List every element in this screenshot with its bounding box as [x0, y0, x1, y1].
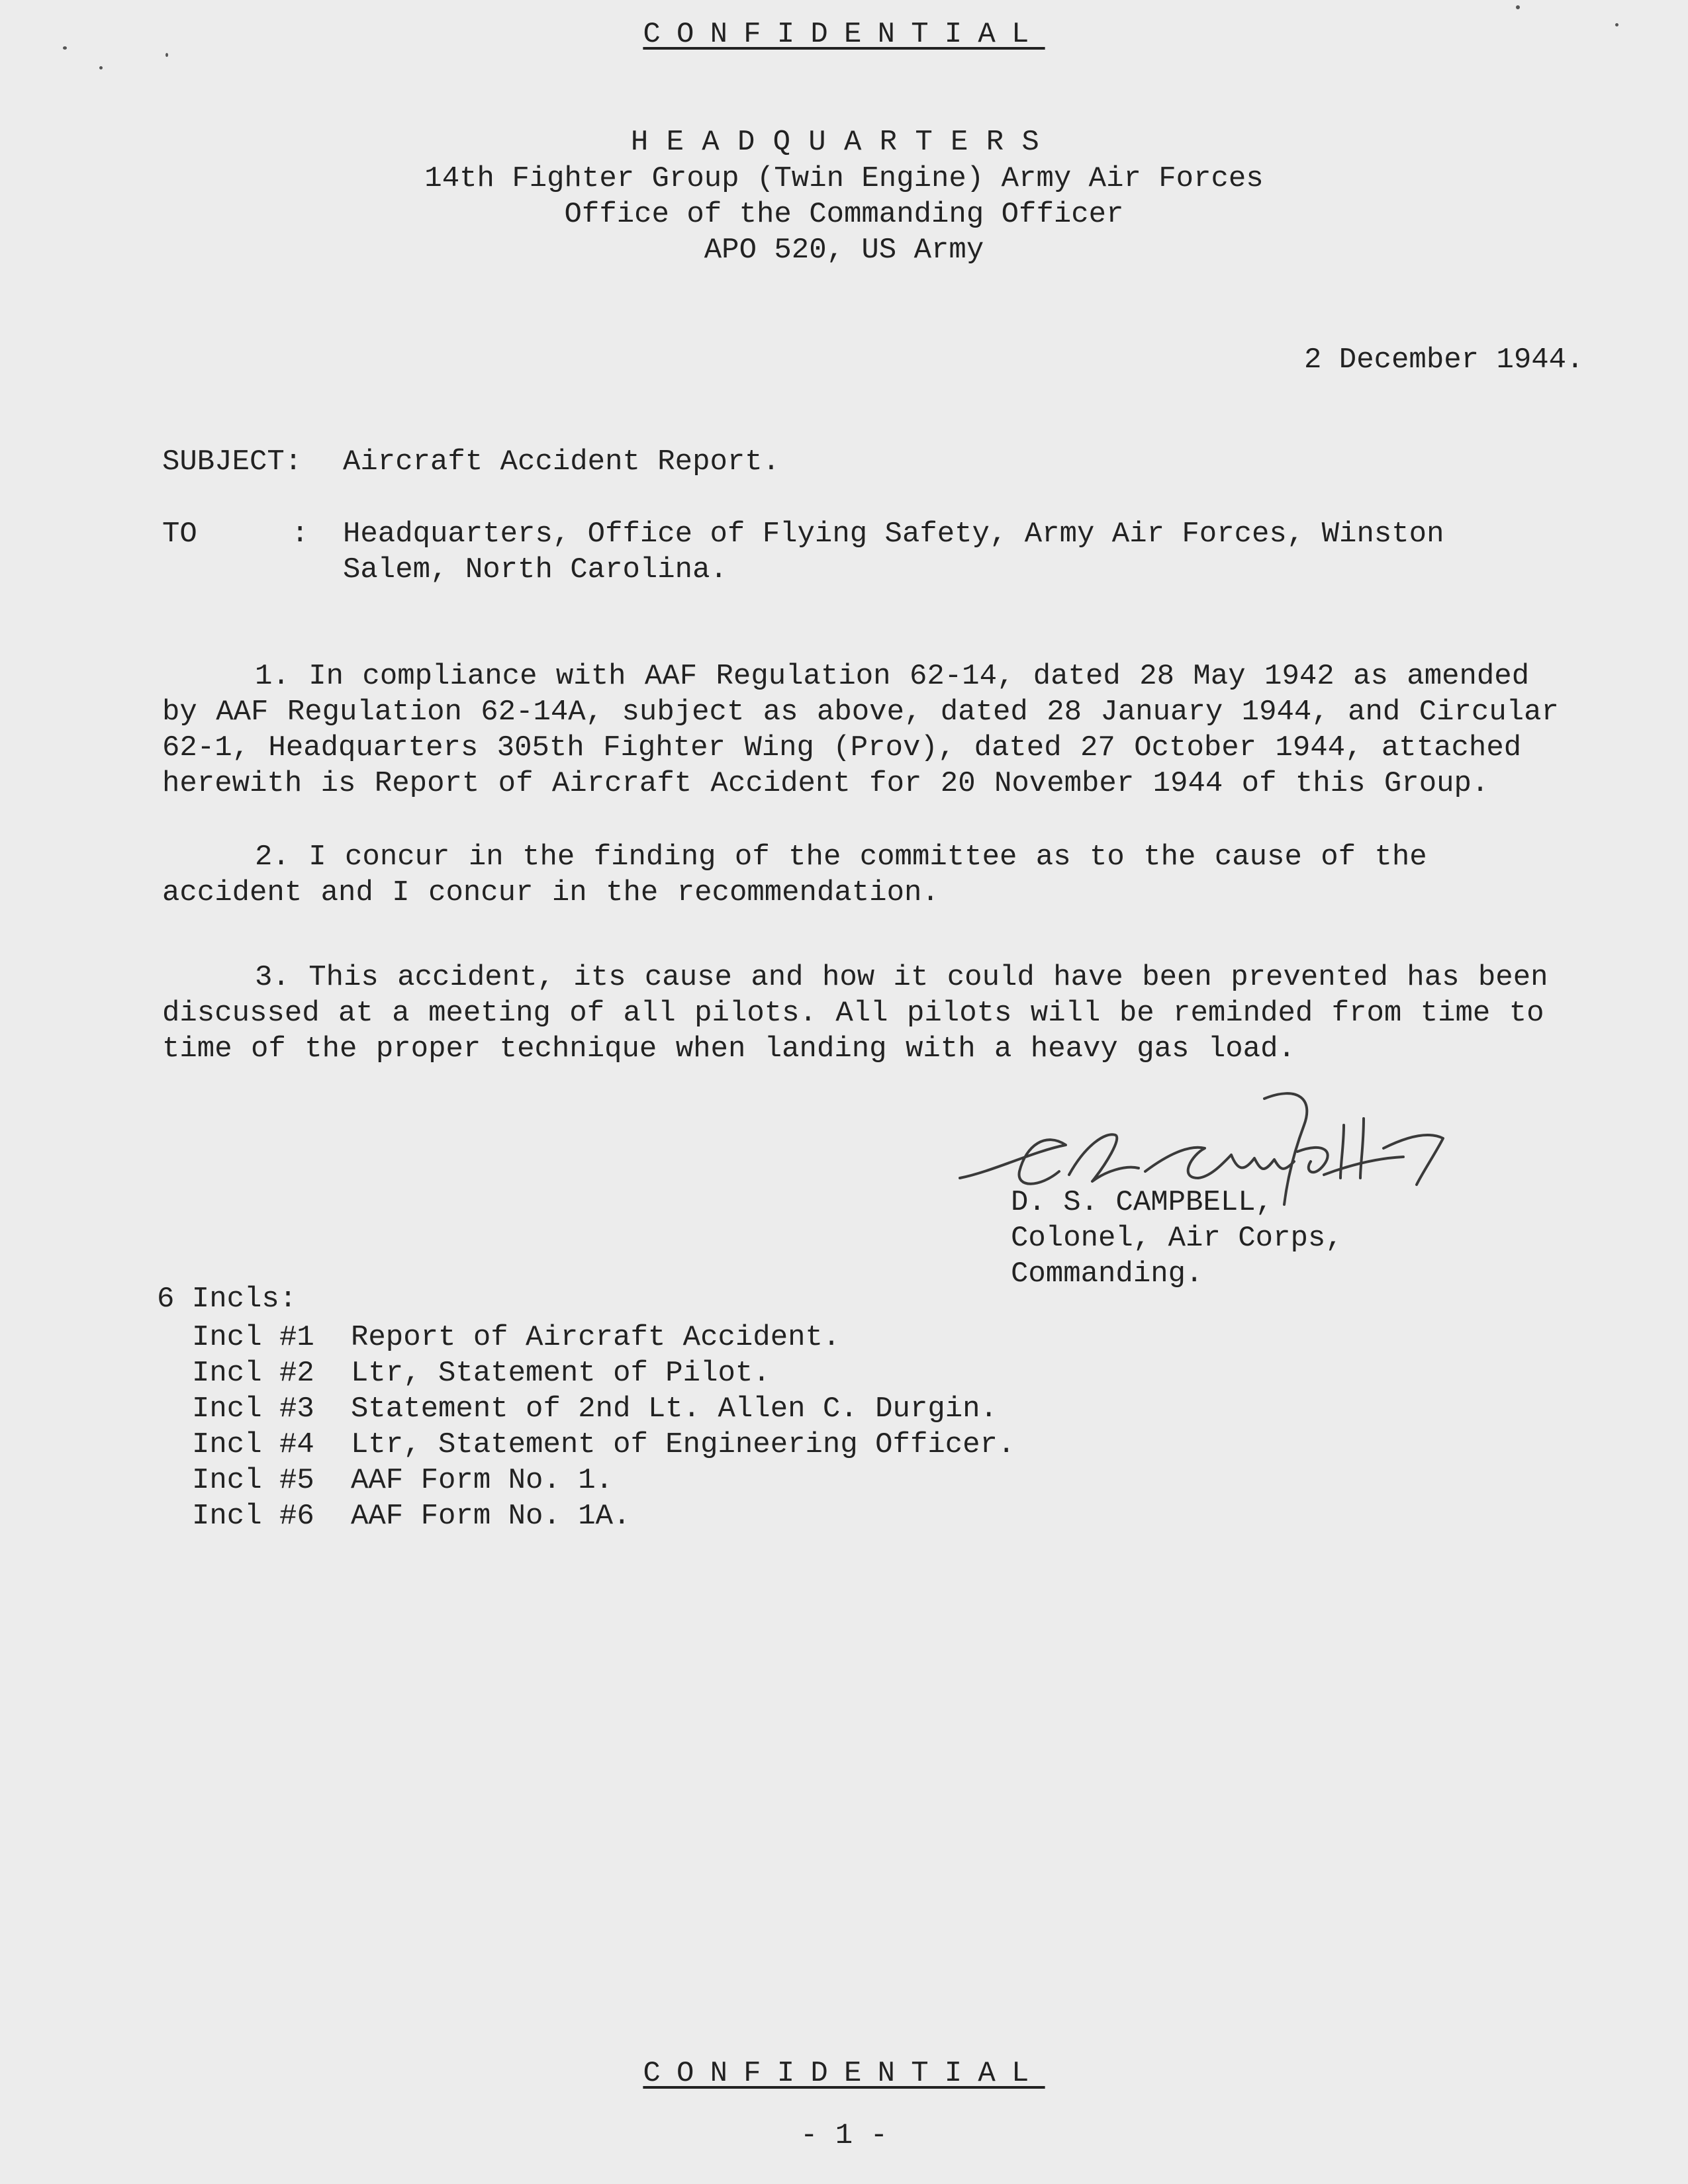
paragraph-text: I concur in the finding of the committee as to the cause of the accident and I concur in the recommendation. — [162, 841, 1427, 909]
inclosure-text: Ltr, Statement of Engineering Officer. — [351, 1428, 1015, 1461]
to-address-line1: Headquarters, Office of Flying Safety, Army Air Forces, Winston — [343, 518, 1444, 551]
to-colon: : — [291, 518, 309, 551]
letter-date: 2 December 1944. — [1304, 343, 1584, 377]
inclosures-label: 6 Incls: — [157, 1283, 297, 1316]
inclosure-id: Incl #2 — [192, 1357, 314, 1390]
to-label: TO — [162, 518, 197, 551]
classification-footer: CONFIDENTIAL — [643, 2057, 1045, 2090]
inclosure-id: Incl #6 — [192, 1500, 314, 1533]
classification-header: CONFIDENTIAL — [643, 18, 1045, 51]
inclosure-id: Incl #1 — [192, 1321, 314, 1354]
paragraph-number: 3. — [255, 961, 290, 994]
inclosure-text: Statement of 2nd Lt. Allen C. Durgin. — [351, 1392, 998, 1426]
org-address: APO 520, US Army — [704, 234, 984, 267]
inclosure-id: Incl #3 — [192, 1392, 314, 1426]
paper-speck — [165, 53, 168, 57]
paragraph-1 — [162, 659, 1579, 801]
paper-speck — [99, 66, 103, 69]
paragraph-text: This accident, its cause and how it could have been prevented has been discussed at a meeting of all pilots. All pilots will be reminded from time to time of the proper technique when landing with a heavy gas load. — [162, 961, 1548, 1066]
paragraph-number: 2. — [255, 841, 290, 874]
paragraph-2 — [162, 839, 1579, 911]
inclosure-text: AAF Form No. 1. — [351, 1464, 614, 1497]
to-address-line2: Salem, North Carolina. — [343, 553, 727, 586]
paper-speck — [1516, 5, 1520, 9]
subject-value: Aircraft Accident Report. — [343, 445, 780, 478]
inclosure-id: Incl #5 — [192, 1464, 314, 1497]
subject-label: SUBJECT: — [162, 445, 303, 478]
inclosure-id: Incl #4 — [192, 1428, 314, 1461]
paragraph-number: 1. — [255, 660, 290, 693]
org-office: Office of the Commanding Officer — [564, 198, 1124, 231]
inclosure-text: AAF Form No. 1A. — [351, 1500, 631, 1533]
inclosure-text: Report of Aircraft Accident. — [351, 1321, 841, 1354]
paragraph-3 — [162, 960, 1579, 1067]
signatory-title: Commanding. — [1011, 1257, 1203, 1291]
org-title: HEADQUARTERS — [630, 126, 1058, 159]
inclosure-text: Ltr, Statement of Pilot. — [351, 1357, 771, 1390]
org-unit: 14th Fighter Group (Twin Engine) Army Air Forces — [424, 162, 1264, 195]
paragraph-text: In compliance with AAF Regulation 62-14, dated 28 May 1942 as amended by AAF Regulation 62-14A, subject as above, dated 28 January 1944, and Circular 62-1, Headquarters 305th Fighter Wing (Prov), dated 27 October 1944, attached herewith is Report of Aircraft Accident for 20 November 1944 of this Group. — [162, 660, 1559, 800]
signatory-rank: Colonel, Air Corps, — [1011, 1222, 1343, 1255]
page-number: - 1 - — [800, 2119, 888, 2152]
signatory-name: D. S. CAMPBELL, — [1011, 1186, 1274, 1219]
